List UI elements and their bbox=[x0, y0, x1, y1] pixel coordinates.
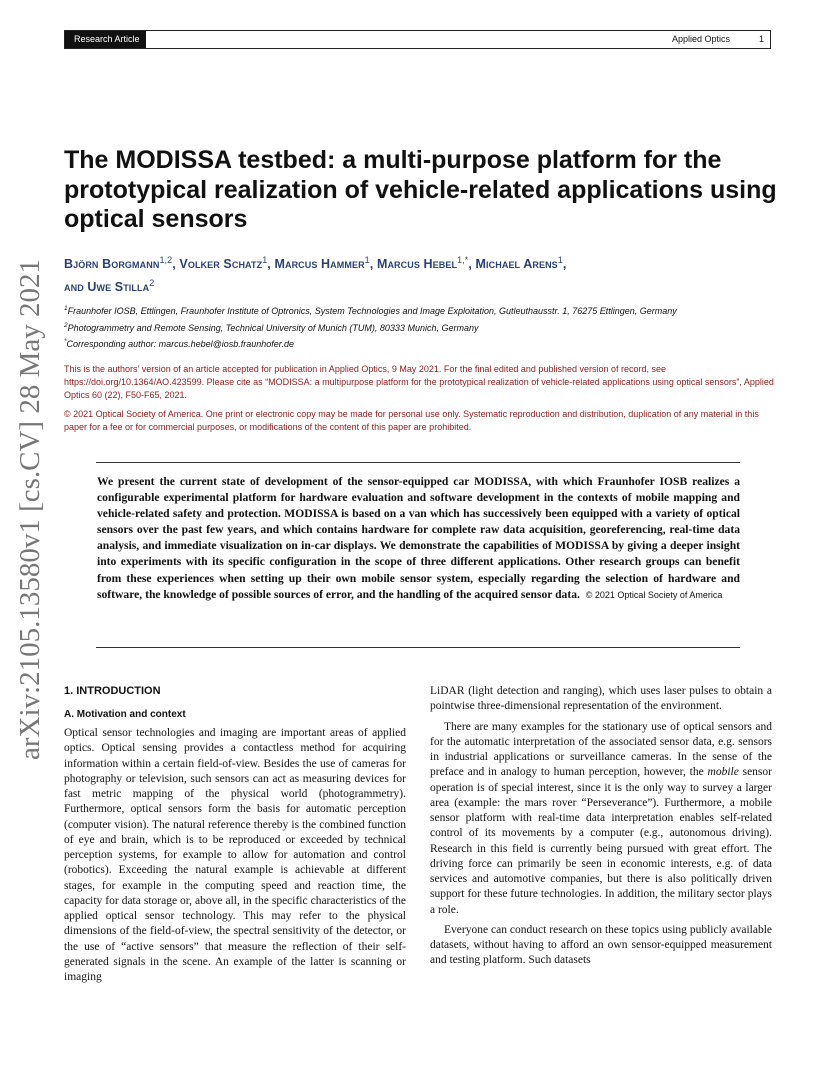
paper-title: The MODISSA testbed: a multi-purpose platform for the prototypical realization of vehicle-related applications using optical sensors bbox=[64, 146, 777, 233]
running-header bbox=[64, 30, 771, 49]
section-heading: 1. INTRODUCTION bbox=[64, 685, 161, 697]
left-column bbox=[64, 684, 406, 985]
author-list bbox=[64, 251, 784, 297]
author: and Uwe Stilla$^2$ bbox=[64, 278, 155, 295]
author: Marcus Hebel$^{1,*}$, bbox=[376, 255, 476, 272]
author: Marcus Hammer$^1$, bbox=[274, 255, 377, 272]
author: Michael Arens$^1$, bbox=[475, 255, 567, 272]
affiliation: $^1$Fraunhofer IOSB, Ettlingen, Fraunhofer Institute of Optronics, System Technologies and Image Exploitation, Gutleuthausstr. 1, 76275 Ettlingen, Germany bbox=[64, 305, 677, 316]
author: Volker Schatz$^1$, bbox=[179, 255, 275, 272]
arxiv-stamp: arXiv:2105.13580v1 [cs.CV] 28 May 2021 bbox=[14, 258, 46, 760]
page-number: 1 bbox=[758, 34, 764, 44]
abstract: We present the current state of development of the sensor-equipped car MODISSA, with which Fraunhofer IOSB realizes a configurable experimental platform for hardware evaluation and software development in the contexts of mobile mapping and vehicle-related safety and protection. MODISSA is based on a van which has successively been equipped with a variety of optical sensors over the past few years, and which contains hardware for complete raw data acquisition, georeferencing, real-time data analysis, and immediate visualization on in-car displays. We demonstrate the capabilities of MODISSA by giving a deeper insight into experiments with its specific configuration in the scope of three different applications. Other research groups can benefit from these experiences when setting up their own mobile sensor system, especially regarding the selection of hardware and software, the knowledge of possible sources of error, and the handling of the acquired sensor data. © 2021 Optical Society of America bbox=[97, 475, 740, 601]
publication-notice: This is the authors’ version of an article accepted for publication in Applied Optics, 9 May 2021. For the final edited and published version of record, see https://doi.org/10.1364/AO.423599. Please cite as “MODISSA: a multipurpose platform for the prototypical realization of vehicle-related applications using optical sensors”, Applied Optics 60 (22), F50-F65, 2021. bbox=[64, 364, 774, 400]
author: Björn Borgmann$^{1,2}$, bbox=[64, 255, 180, 272]
right-column bbox=[430, 684, 772, 969]
abstract-copyright: © 2021 Optical Society of America bbox=[585, 589, 723, 600]
journal-name: Applied Optics bbox=[671, 34, 730, 44]
affiliation: $^2$Photogrammetry and Remote Sensing, Technical University of Munich (TUM), 80333 Munich, Germany bbox=[64, 321, 479, 333]
paragraph: LiDAR (light detection and ranging), which uses laser pulses to obtain a pointwise three-dimensional representation of the environment. bbox=[430, 685, 772, 713]
article-type-tag: Research Article bbox=[65, 31, 146, 48]
corresponding-author: *Corresponding author: marcus.hebel@iosb.fraunhofer.de bbox=[64, 338, 294, 349]
abstract-top-rule bbox=[96, 462, 740, 463]
paragraph: Optical sensor technologies and imaging are important areas of applied optics. Optical sensing provides a contactless method for acquiring information within a certain field-of-view. Besides the use of cameras for photography or television, such sensors can act as measuring devices for fast metric mapping of the physical world (photogrammetry). Furthermore, optical sensors form the basis for automatic perception (computer vision). The natural reference thereby is the combined function of eye and brain, which is to be reproduced or exceeded by technical perception systems, for example to allow for automation and control (robotics). Exceeding the natural example is achievable at different stages, for example in the computing speed and reaction time, the capacity for data storage or, above all, in the specific characteristics of the applied optical sensor technology. This may refer to the physical dimensions of the field-of-view, the spectral sensitivity of the detector, or the use of “active sensors” that measure the reflection of their self-generated signals in the scene. An example of the latter is scanning or imaging bbox=[64, 727, 406, 983]
subsection-heading: A. Motivation and context bbox=[64, 709, 186, 720]
abstract-bottom-rule bbox=[96, 647, 740, 648]
copyright-notice: © 2021 Optical Society of America. One print or electronic copy may be made for personal use only. Systematic reproduction and distribution, duplication of any material in this paper for a fee or for commercial purposes, or modifications of the content of this paper are prohibited. bbox=[64, 409, 759, 432]
paragraph: Everyone can conduct research on these topics using publicly available datasets, without having to afford an own sensor-equipped measurement and testing platform. Such datasets bbox=[430, 923, 772, 967]
paragraph: There are many examples for the stationary use of optical sensors and for the automatic interpretation of the associated sensor data, e.g. sensors in industrial applications or surveillance cameras. In the sense of the preface and in analogy to human perception, however, the mobile sensor operation is of special interest, since it is the only way to survey a larger area (example: the mars rover “Perseverance”). Furthermore, a mobile sensor platform with real-time data interpretation enables self-related control of its movements by a computer (e.g., autonomous driving). Research in this field is currently being pursued with great effort. The driving force can primarily be seen in economic interests, e.g. of data services and automotive companies, but there is also politically driven support for these future technologies. In addition, the military sector plays a role. bbox=[430, 720, 772, 916]
affiliations bbox=[64, 302, 784, 352]
